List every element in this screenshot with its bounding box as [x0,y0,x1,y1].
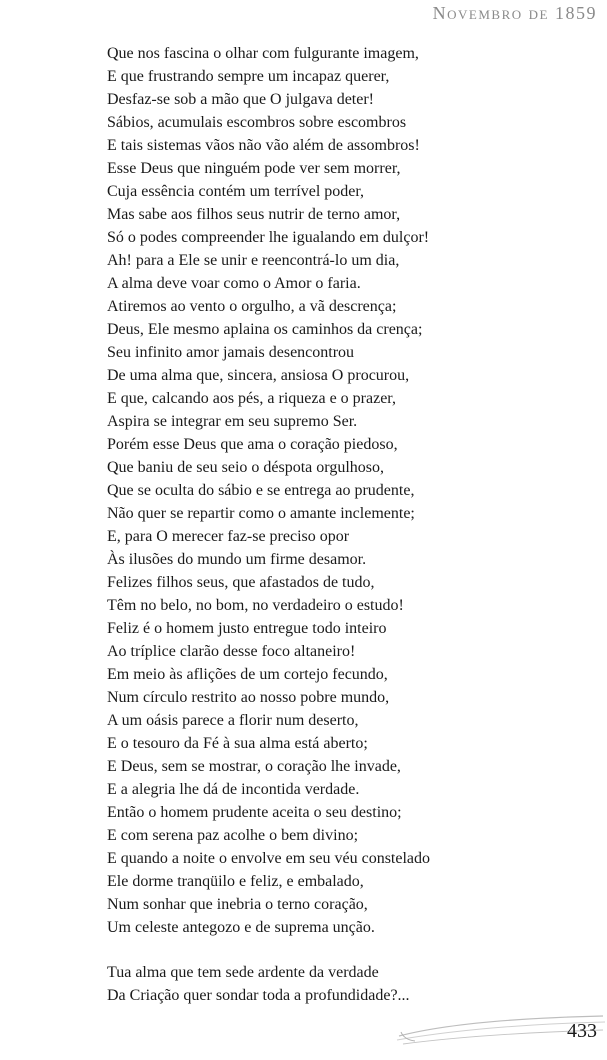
poem-line: Ao tríplice clarão desse foco altaneiro! [107,643,356,660]
poem-line: Porém esse Deus que ama o coração piedoso, [107,436,398,453]
poem-line: Que se oculta do sábio e se entrega ao prudente, [107,482,415,499]
poem-body [107,42,597,1007]
poem-line: E que frustrando sempre um incapaz querer, [107,68,390,85]
poem-line: Que nos fascina o olhar com fulgurante imagem, [107,45,419,62]
poem-line: Deus, Ele mesmo aplaina os caminhos da crença; [107,321,423,338]
poem-line: E Deus, sem se mostrar, o coração lhe invade, [107,758,401,775]
poem-line: Cuja essência contém um terrível poder, [107,183,365,200]
poem-line: E, para O merecer faz-se preciso opor [107,528,350,545]
poem-line: Feliz é o homem justo entregue todo inteiro [107,620,387,637]
poem-line: Desfaz-se sob a mão que O julgava deter! [107,91,374,108]
poem-line: Felizes filhos seus, que afastados de tudo, [107,574,375,591]
poem-line: Num sonhar que inebria o terno coração, [107,896,368,913]
poem-line: E que, calcando aos pés, a riqueza e o prazer, [107,390,396,407]
poem-line: Mas sabe aos filhos seus nutrir de terno amor, [107,206,401,223]
poem-line: A alma deve voar como o Amor o faria. [107,275,361,292]
stanza [107,961,597,1007]
running-head: Novembro de 1859 [432,3,597,23]
poem-line: Seu infinito amor jamais desencontrou [107,344,355,361]
poem-line: Ah! para a Ele se unir e reencontrá-lo um dia, [107,252,400,269]
poem-line: Têm no belo, no bom, no verdadeiro o estudo! [107,597,404,614]
poem-line: Um celeste antegozo e de suprema unção. [107,919,375,936]
poem-line: Em meio às aflições de um cortejo fecundo, [107,666,388,683]
poem-line: Ele dorme tranqüilo e feliz, e embalado, [107,873,364,890]
poem-line: Então o homem prudente aceita o seu destino; [107,804,402,821]
page-number: 433 [567,1020,597,1042]
poem-line: Que baniu de seu seio o déspota orgulhoso, [107,459,384,476]
poem-line: Só o podes compreender lhe igualando em dulçor! [107,229,430,246]
poem-line: Aspira se integrar em seu supremo Ser. [107,413,358,430]
poem-line: Da Criação quer sondar toda a profundidade?... [107,987,410,1004]
poem-line: Tua alma que tem sede ardente da verdade [107,964,379,981]
poem-line: De uma alma que, sincera, ansiosa O procurou, [107,367,410,384]
poem-line: Num círculo restrito ao nosso pobre mundo, [107,689,390,706]
poem-line: Sábios, acumulais escombros sobre escombros [107,114,407,131]
poem-line: A um oásis parece a florir num deserto, [107,712,359,729]
poem-line: Atiremos ao vento o orgulho, a vã descrença; [107,298,397,315]
poem-line: E tais sistemas vãos não vão além de assombros! [107,137,420,154]
poem-line: Às ilusões do mundo um firme desamor. [107,551,367,568]
poem-line: Esse Deus que ninguém pode ver sem morrer, [107,160,401,177]
poem-line: E com serena paz acolhe o bem divino; [107,827,359,844]
poem-line: E a alegria lhe dá de incontida verdade. [107,781,360,798]
poem-line: Não quer se repartir como o amante inclemente; [107,505,415,522]
poem-line: E quando a noite o envolve em seu véu constelado [107,850,431,867]
stanza [107,42,597,939]
poem-line: E o tesouro da Fé à sua alma está aberto; [107,735,368,752]
